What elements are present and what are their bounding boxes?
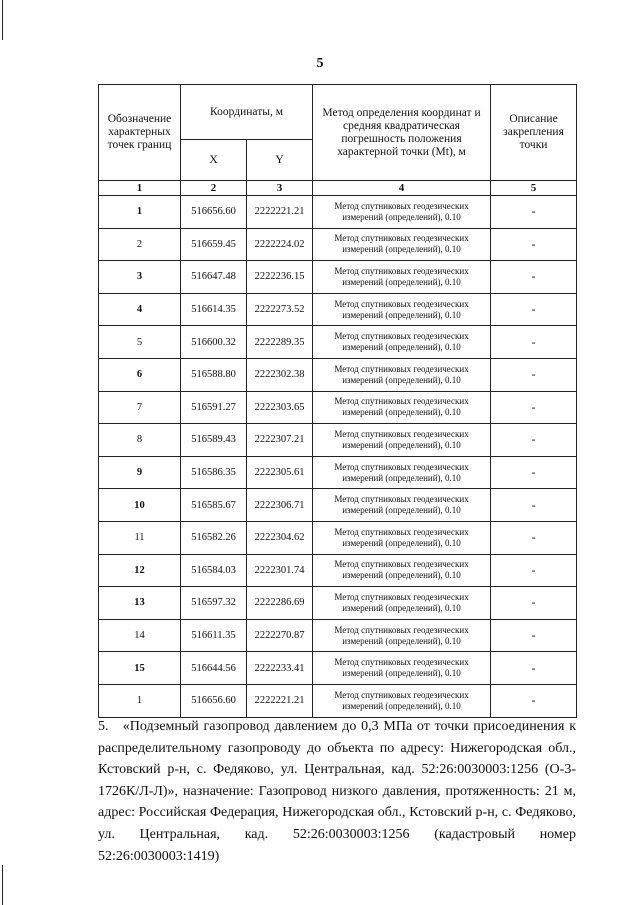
point-cell: 7 bbox=[99, 391, 181, 424]
x-cell: 516591.27 bbox=[181, 391, 247, 424]
point-cell: 13 bbox=[99, 587, 181, 620]
y-cell: 2222302.38 bbox=[247, 358, 313, 391]
desc-cell: - bbox=[491, 391, 577, 424]
y-cell: 2222286.69 bbox=[247, 587, 313, 620]
point-cell: 1 bbox=[99, 196, 181, 229]
point-cell: 1 bbox=[99, 684, 181, 717]
desc-cell: - bbox=[491, 684, 577, 717]
x-cell: 516614.35 bbox=[181, 293, 247, 326]
margin-line-bottom bbox=[2, 865, 3, 905]
table-row bbox=[99, 358, 577, 391]
table-row bbox=[99, 456, 577, 489]
point-cell: 12 bbox=[99, 554, 181, 587]
x-cell: 516582.26 bbox=[181, 521, 247, 554]
desc-cell: - bbox=[491, 326, 577, 359]
table-row bbox=[99, 619, 577, 652]
method-cell: Метод спутниковых геодезических измерений (определений), 0.10 bbox=[313, 293, 491, 326]
y-cell: 2222221.21 bbox=[247, 196, 313, 229]
method-cell: Метод спутниковых геодезических измерений (определений), 0.10 bbox=[313, 521, 491, 554]
col-number: 2 bbox=[181, 181, 247, 196]
table-row bbox=[99, 196, 577, 229]
desc-cell: - bbox=[491, 424, 577, 457]
desc-cell: - bbox=[491, 521, 577, 554]
point-cell: 8 bbox=[99, 424, 181, 457]
desc-cell: - bbox=[491, 228, 577, 261]
header-desc: Описание закрепления точки bbox=[491, 85, 577, 181]
method-cell: Метод спутниковых геодезических измерений (определений), 0.10 bbox=[313, 358, 491, 391]
desc-cell: - bbox=[491, 358, 577, 391]
page-number: 5 bbox=[316, 56, 324, 71]
x-cell: 516584.03 bbox=[181, 554, 247, 587]
method-cell: Метод спутниковых геодезических измерений (определений), 0.10 bbox=[313, 326, 491, 359]
desc-cell: - bbox=[491, 456, 577, 489]
method-cell: Метод спутниковых геодезических измерений (определений), 0.10 bbox=[313, 456, 491, 489]
point-cell: 4 bbox=[99, 293, 181, 326]
x-cell: 516589.43 bbox=[181, 424, 247, 457]
point-cell: 9 bbox=[99, 456, 181, 489]
point-cell: 5 bbox=[99, 326, 181, 359]
method-cell: Метод спутниковых геодезических измерений (определений), 0.10 bbox=[313, 228, 491, 261]
x-cell: 516656.60 bbox=[181, 196, 247, 229]
desc-cell: - bbox=[491, 554, 577, 587]
method-cell: Метод спутниковых геодезических измерений (определений), 0.10 bbox=[313, 619, 491, 652]
method-cell: Метод спутниковых геодезических измерений (определений), 0.10 bbox=[313, 587, 491, 620]
x-cell: 516586.35 bbox=[181, 456, 247, 489]
point-cell: 2 bbox=[99, 228, 181, 261]
x-cell: 516597.32 bbox=[181, 587, 247, 620]
point-cell: 11 bbox=[99, 521, 181, 554]
method-cell: Метод спутниковых геодезических измерений (определений), 0.10 bbox=[313, 261, 491, 294]
method-cell: Метод спутниковых геодезических измерений (определений), 0.10 bbox=[313, 684, 491, 717]
object-description-paragraph: 5. «Подземный газопровод давлением до 0,3 МПа от точки присоединения к распределительному газопроводу до объекта по адресу: Нижегородская обл., Кстовский р-н, с. Федяково, ул. Центральная, кад. 52:26:0030003:1256 (О-3-1726К/Л-Л)», назначение: Газопровод низкого давления, протяженность: 21 м, адрес: Российская Федерация, Нижегородская обл., Кстовский р-н, с. Федяково, ул. Центральная, кад. 52:26:0030003:1256 (кадастровый номер 52:26:0030003:1419) bbox=[98, 719, 576, 864]
method-cell: Метод спутниковых геодезических измерений (определений), 0.10 bbox=[313, 554, 491, 587]
header-y: Y bbox=[247, 140, 313, 181]
x-cell: 516644.56 bbox=[181, 652, 247, 685]
method-cell: Метод спутниковых геодезических измерений (определений), 0.10 bbox=[313, 489, 491, 522]
x-cell: 516656.60 bbox=[181, 684, 247, 717]
coordinates-table bbox=[98, 84, 577, 718]
method-cell: Метод спутниковых геодезических измерений (определений), 0.10 bbox=[313, 391, 491, 424]
header-point: Обозначение характерных точек границ bbox=[99, 85, 181, 181]
y-cell: 2222289.35 bbox=[247, 326, 313, 359]
desc-cell: - bbox=[491, 652, 577, 685]
x-cell: 516585.67 bbox=[181, 489, 247, 522]
table-row bbox=[99, 326, 577, 359]
y-cell: 2222236.15 bbox=[247, 261, 313, 294]
y-cell: 2222307.21 bbox=[247, 424, 313, 457]
x-cell: 516588.80 bbox=[181, 358, 247, 391]
y-cell: 2222304.62 bbox=[247, 521, 313, 554]
table-row bbox=[99, 554, 577, 587]
y-cell: 2222306.71 bbox=[247, 489, 313, 522]
y-cell: 2222221.21 bbox=[247, 684, 313, 717]
table-row bbox=[99, 391, 577, 424]
point-cell: 3 bbox=[99, 261, 181, 294]
margin-line-top bbox=[2, 0, 3, 40]
header-method: Метод определения координат и средняя квадратическая погрешность положения характерной точки (Mt), м bbox=[313, 85, 491, 181]
desc-cell: - bbox=[491, 619, 577, 652]
table-row bbox=[99, 424, 577, 457]
desc-cell: - bbox=[491, 261, 577, 294]
method-cell: Метод спутниковых геодезических измерений (определений), 0.10 bbox=[313, 424, 491, 457]
table-row bbox=[99, 684, 577, 717]
x-cell: 516600.32 bbox=[181, 326, 247, 359]
x-cell: 516647.48 bbox=[181, 261, 247, 294]
y-cell: 2222270.87 bbox=[247, 619, 313, 652]
col-number: 3 bbox=[247, 181, 313, 196]
table-row bbox=[99, 228, 577, 261]
y-cell: 2222233.41 bbox=[247, 652, 313, 685]
desc-cell: - bbox=[491, 489, 577, 522]
y-cell: 2222305.61 bbox=[247, 456, 313, 489]
method-cell: Метод спутниковых геодезических измерений (определений), 0.10 bbox=[313, 196, 491, 229]
table-row bbox=[99, 489, 577, 522]
table-row bbox=[99, 521, 577, 554]
col-number: 4 bbox=[313, 181, 491, 196]
column-numbers-row bbox=[99, 181, 577, 196]
table-row bbox=[99, 652, 577, 685]
col-number: 5 bbox=[491, 181, 577, 196]
col-number: 1 bbox=[99, 181, 181, 196]
y-cell: 2222224.02 bbox=[247, 228, 313, 261]
point-cell: 14 bbox=[99, 619, 181, 652]
table-row bbox=[99, 587, 577, 620]
header-x: X bbox=[181, 140, 247, 181]
x-cell: 516611.35 bbox=[181, 619, 247, 652]
x-cell: 516659.45 bbox=[181, 228, 247, 261]
y-cell: 2222273.52 bbox=[247, 293, 313, 326]
desc-cell: - bbox=[491, 587, 577, 620]
point-cell: 15 bbox=[99, 652, 181, 685]
y-cell: 2222303.65 bbox=[247, 391, 313, 424]
header-coords: Координаты, м bbox=[181, 85, 313, 140]
y-cell: 2222301.74 bbox=[247, 554, 313, 587]
point-cell: 6 bbox=[99, 358, 181, 391]
point-cell: 10 bbox=[99, 489, 181, 522]
desc-cell: - bbox=[491, 293, 577, 326]
method-cell: Метод спутниковых геодезических измерений (определений), 0.10 bbox=[313, 652, 491, 685]
desc-cell: - bbox=[491, 196, 577, 229]
table-row bbox=[99, 261, 577, 294]
table-row bbox=[99, 293, 577, 326]
